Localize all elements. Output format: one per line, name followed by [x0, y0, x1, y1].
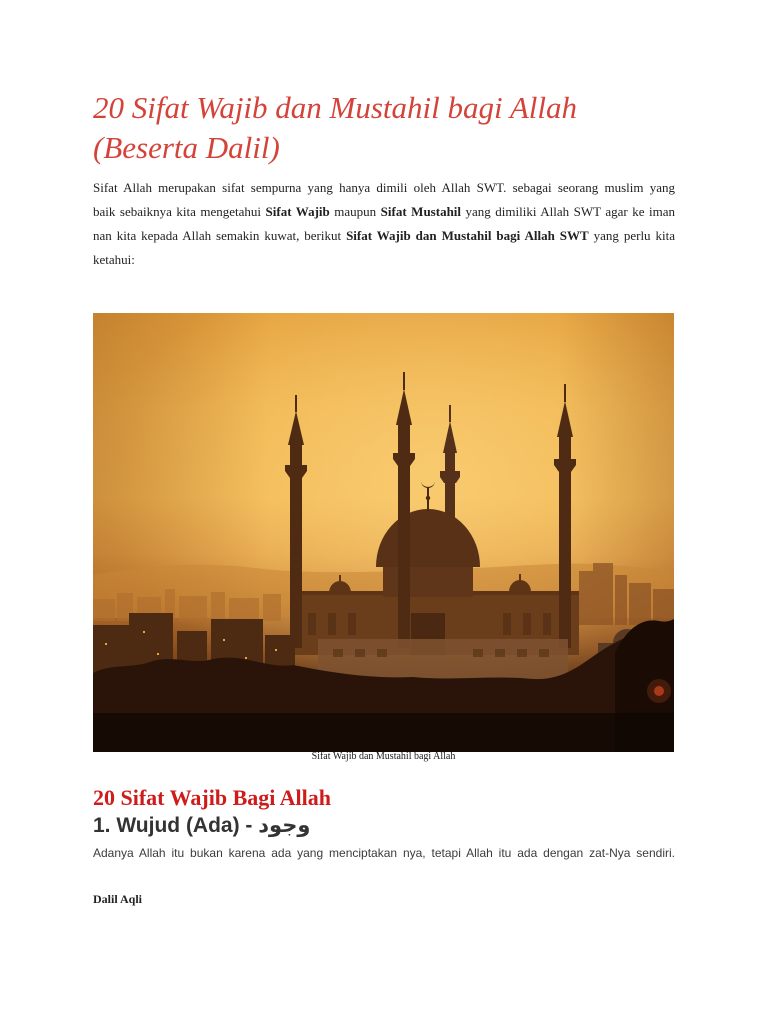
intro-line [93, 224, 675, 248]
intro-line [93, 176, 675, 200]
bottom-shade [93, 713, 674, 752]
intro-text: Sifat Allah merupakan sifat sempurna yang hanya dimili oleh Allah SWT. sebagai seorang muslim yang [93, 180, 675, 195]
intro-bold-sifat-wajib-mustahil: Sifat Wajib dan Mustahil bagi Allah SWT [346, 228, 589, 243]
intro-line [93, 248, 675, 272]
intro-bold-sifat-wajib: Sifat Wajib [265, 204, 330, 219]
dalil-aqli-heading: Dalil Aqli [93, 892, 143, 906]
intro-text: ketahui: [93, 252, 135, 267]
red-light [654, 686, 664, 696]
item-heading-wujud: 1. Wujud (Ada) - وجود [93, 814, 311, 837]
intro-text: baik sebaiknya kita mengetahui [93, 204, 266, 219]
section-heading: 20 Sifat Wajib Bagi Allah [93, 785, 331, 810]
intro-bold-sifat-mustahil: Sifat Mustahil [380, 204, 462, 219]
intro-text: nan kita kepada Allah semakin kuwat, berikut [93, 228, 347, 243]
mosque-sunset-photo [93, 313, 674, 752]
article-title: 20 Sifat Wajib dan Mustahil bagi Allah (Beserta Dalil) [93, 90, 577, 165]
figure-caption: Sifat Wajib dan Mustahil bagi Allah [311, 751, 456, 762]
intro-paragraph [93, 176, 675, 272]
intro-line [93, 200, 675, 224]
lower-complex [318, 639, 568, 679]
item-description: Adanya Allah itu bukan karena ada yang menciptakan nya, tetapi Allah itu ada dengan zat-Nya sendiri. [93, 846, 675, 860]
intro-text: yang dimiliki Allah SWT agar ke iman [461, 204, 676, 219]
intro-text: yang perlu kita [588, 228, 675, 243]
intro-text: maupun [329, 204, 381, 219]
